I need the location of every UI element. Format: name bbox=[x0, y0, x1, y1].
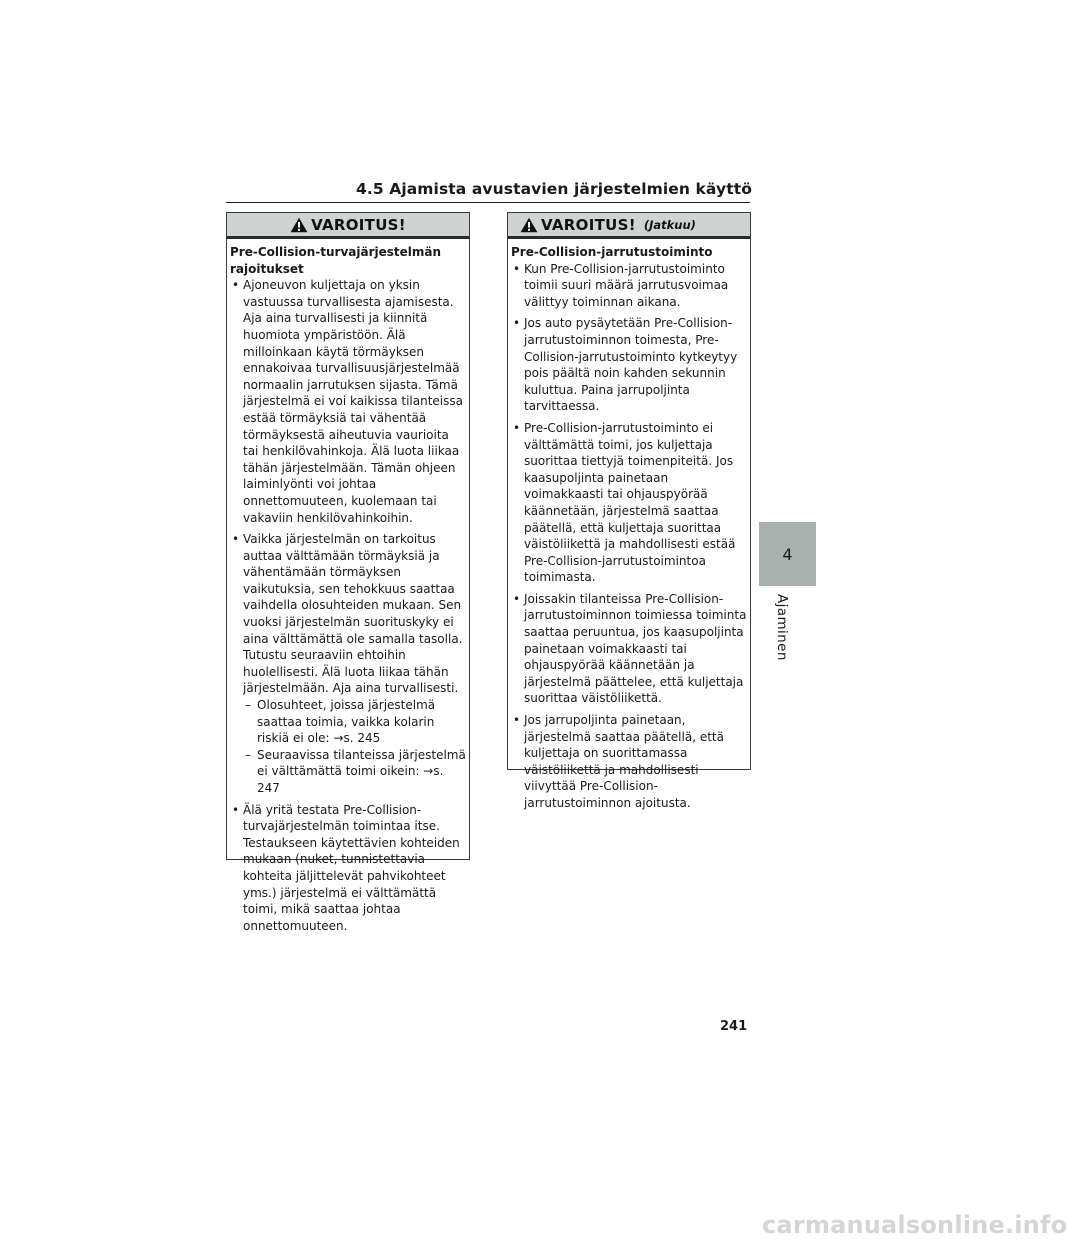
warning-triangle-icon bbox=[520, 217, 538, 233]
warning-label: VAROITUS! bbox=[311, 215, 406, 234]
warning-header bbox=[508, 213, 750, 239]
bullet-text: Älä yritä testata Pre-Collision-turvajärjestelmän toimintaa itse. Testaukseen käytettävien kohteiden mukaan (nuket, tunnistettavia kohteita jäljittelevät pahvikohteet yms.) järjestelmä ei välttämättä toimi, mikä saattaa johtaa onnettomuuteen. bbox=[243, 802, 460, 933]
list-item: • Kun Pre-Collision-jarrutustoiminto toimii suuri määrä jarrutusvoimaa välittyy toiminnan aikana. bbox=[511, 261, 747, 311]
warning-body bbox=[227, 239, 469, 934]
sub-list bbox=[243, 697, 466, 797]
sub-item: – Seuraavissa tilanteissa järjestelmä ei välttämättä toimi oikein: →s. 247 bbox=[243, 747, 466, 797]
sub-item: – Olosuhteet, joissa järjestelmä saattaa toimia, vaikka kolarin riskiä ei ole: →s. 245 bbox=[243, 697, 466, 747]
bullet-text: Ajoneuvon kuljettaja on yksin vastuussa turvallisesta ajamisesta. Aja aina turvallisesti ja kiinnitä huomiota ympäristöön. Älä milloinkaan käytä törmäyksen ennakoivaa turvallisuusjärjestelmää normaalin jarrutuksen sijasta. Tämä järjestelmä ei voi kaikissa tilanteissa estää törmäyksiä tai vähentää törmäyksestä aiheutuvia vaurioita tai henkilövahinkoja. Älä luota liikaa tähän järjestelmään. Tämän ohjeen laiminlyönti voi johtaa onnettomuuteen, kuolemaan tai vakaviin henkilövahinkoihin. bbox=[243, 278, 463, 525]
bullet-list bbox=[511, 261, 747, 812]
header-divider bbox=[226, 202, 750, 203]
list-item: • Pre-Collision-jarrutustoiminto ei välttämättä toimi, jos kuljettaja suorittaa tiettyjä toimenpiteitä. Jos kaasupoljinta painetaan voimakkaasti tai ohjauspyörää käännetään, järjestelmä saattaa päätellä, että kuljettaja suorittaa väistöliikettä ja mahdollisesti estää Pre-Collision-jarrutustoimintoa toimimasta. bbox=[511, 420, 747, 586]
list-item bbox=[230, 531, 466, 797]
list-item: • Jos auto pysäytetään Pre-Collision-jarrutustoiminnon toimesta, Pre-Collision-jarrutustoiminto kytkeytyy pois päältä noin kahden sekunnin kuluttua. Paina jarrupoljinta tarvittaessa. bbox=[511, 315, 747, 415]
chapter-title: 4.5 Ajamista avustavien järjestelmien käyttö bbox=[355, 180, 752, 198]
watermark: carmanualsonline.info bbox=[762, 1211, 1067, 1239]
continued-label: (Jatkuu) bbox=[643, 217, 696, 232]
bullet-list bbox=[230, 277, 466, 934]
list-item: • Joissakin tilanteissa Pre-Collision-jarrutustoiminnon toimiessa toiminta saattaa peruuntua, jos kaasupoljinta painetaan voimakkaasti tai ohjauspyörää käännetään ja järjestelmä päättelee, että kuljettaja suorittaa väistöliikettä. bbox=[511, 591, 747, 707]
chapter-tab bbox=[759, 522, 816, 586]
warning-triangle-icon bbox=[290, 217, 308, 233]
warning-box-left bbox=[226, 212, 470, 933]
section-title: Pre-Collision-jarrutustoiminto bbox=[511, 245, 713, 259]
section-title: Pre-Collision-turvajärjestelmän rajoitukset bbox=[230, 245, 442, 276]
list-item bbox=[230, 277, 466, 526]
warning-body bbox=[508, 239, 750, 812]
bullet-text: Vaikka järjestelmän on tarkoitus auttaa välttämään törmäyksiä ja vähentämään törmäyksen vaikutuksia, sen tehokkuus saattaa vaihdella olosuhteiden mukaan. Sen vuoksi järjestelmän suorituskyky ei aina välttämättä ole samalla tasolla. Tutustu seuraaviin ehtoihin huolellisesti. Älä luota liikaa tähän järjestelmään. Aja aina turvallisesti. bbox=[243, 532, 463, 696]
list-item: • Jos jarrupoljinta painetaan, järjestelmä saattaa päätellä, että kuljettaja on suorittamassa väistöliikettä ja mahdollisesti viivyttää Pre-Collision-jarrutustoiminnon ajoitusta. bbox=[511, 712, 747, 812]
chapter-tab-label: Ajaminen bbox=[774, 594, 790, 661]
page-number: 241 bbox=[720, 1019, 748, 1034]
warning-box-right bbox=[507, 212, 751, 810]
list-item bbox=[230, 802, 466, 935]
chapter-number: 4 bbox=[782, 544, 793, 564]
warning-header bbox=[227, 213, 469, 239]
warning-label: VAROITUS! bbox=[541, 215, 636, 234]
